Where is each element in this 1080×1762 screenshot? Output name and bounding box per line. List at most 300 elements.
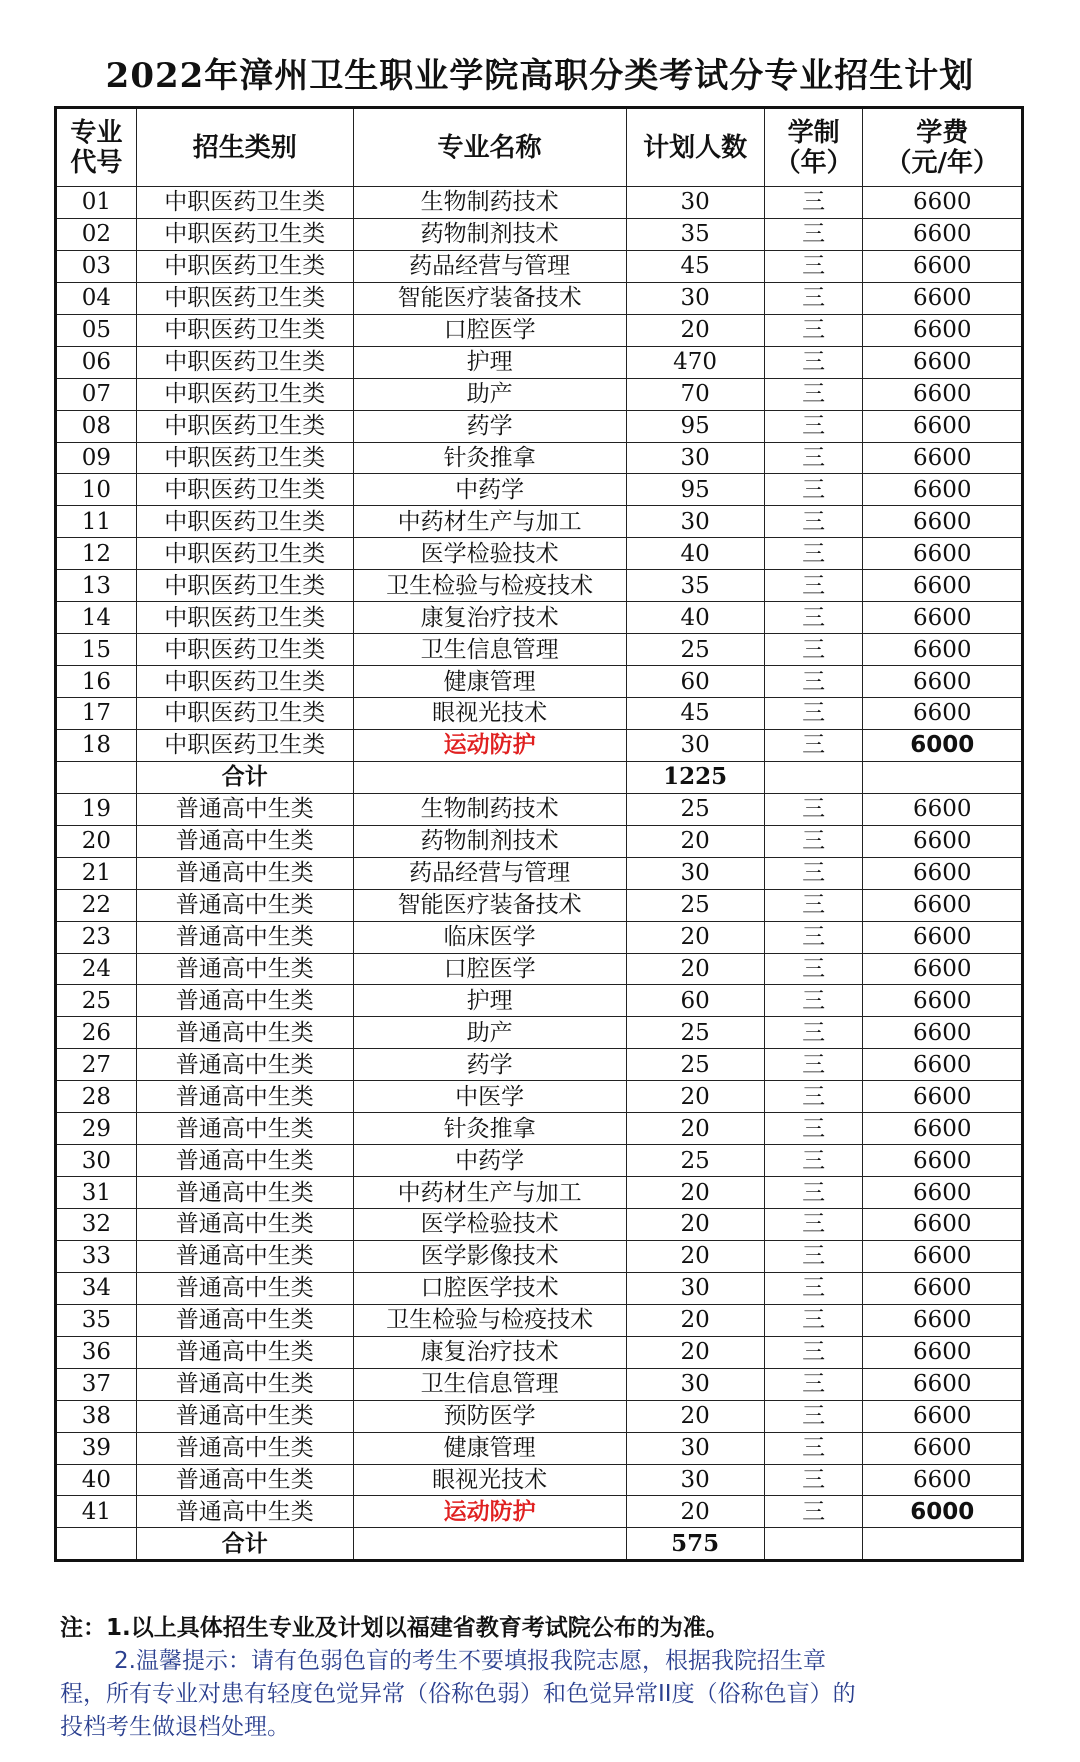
cell-plan: 30 bbox=[626, 282, 764, 314]
cell-code: 01 bbox=[56, 187, 137, 219]
cell-major: 健康管理 bbox=[353, 1432, 626, 1464]
cell-years: 三 bbox=[764, 346, 863, 378]
cell-major: 医学检验技术 bbox=[353, 1209, 626, 1241]
cell-major: 护理 bbox=[353, 346, 626, 378]
table-row bbox=[56, 602, 1023, 634]
cell-code: 40 bbox=[56, 1464, 137, 1496]
table-row bbox=[56, 314, 1023, 346]
cell-plan: 20 bbox=[626, 1304, 764, 1336]
cell-category: 中职医药卫生类 bbox=[136, 538, 353, 570]
subtotal-label: 合计 bbox=[136, 1528, 353, 1561]
cell-fee: 6600 bbox=[863, 538, 1023, 570]
cell-major: 卫生信息管理 bbox=[353, 1368, 626, 1400]
cell-code: 19 bbox=[56, 793, 137, 825]
cell-category: 中职医药卫生类 bbox=[136, 634, 353, 666]
table-row bbox=[56, 1496, 1023, 1528]
cell-code: 07 bbox=[56, 378, 137, 410]
cell-fee: 6600 bbox=[863, 1145, 1023, 1177]
cell-category: 普通高中生类 bbox=[136, 1049, 353, 1081]
cell-fee: 6600 bbox=[863, 857, 1023, 889]
cell-code: 03 bbox=[56, 250, 137, 282]
cell-category: 中职医药卫生类 bbox=[136, 666, 353, 698]
cell-years: 三 bbox=[764, 1336, 863, 1368]
cell-plan: 20 bbox=[626, 921, 764, 953]
cell-category: 中职医药卫生类 bbox=[136, 410, 353, 442]
table-row bbox=[56, 1432, 1023, 1464]
cell-empty bbox=[353, 1528, 626, 1561]
cell-code: 36 bbox=[56, 1336, 137, 1368]
header-major: 专业名称 bbox=[353, 108, 626, 187]
cell-plan: 25 bbox=[626, 889, 764, 921]
cell-plan: 30 bbox=[626, 1368, 764, 1400]
cell-plan: 30 bbox=[626, 857, 764, 889]
table-row bbox=[56, 953, 1023, 985]
cell-major: 助产 bbox=[353, 378, 626, 410]
cell-plan: 25 bbox=[626, 1017, 764, 1049]
cell-category: 中职医药卫生类 bbox=[136, 187, 353, 219]
cell-code: 17 bbox=[56, 698, 137, 730]
cell-major: 康复治疗技术 bbox=[353, 602, 626, 634]
cell-code: 06 bbox=[56, 346, 137, 378]
cell-major: 康复治疗技术 bbox=[353, 1336, 626, 1368]
cell-major: 健康管理 bbox=[353, 666, 626, 698]
cell-plan: 30 bbox=[626, 442, 764, 474]
cell-code: 28 bbox=[56, 1081, 137, 1113]
cell-fee: 6600 bbox=[863, 187, 1023, 219]
table-row bbox=[56, 634, 1023, 666]
cell-code: 26 bbox=[56, 1017, 137, 1049]
cell-major: 口腔医学 bbox=[353, 953, 626, 985]
cell-years: 三 bbox=[764, 187, 863, 219]
cell-category: 普通高中生类 bbox=[136, 1081, 353, 1113]
table-row bbox=[56, 825, 1023, 857]
subtotal-row bbox=[56, 1528, 1023, 1561]
cell-code: 24 bbox=[56, 953, 137, 985]
cell-fee: 6600 bbox=[863, 666, 1023, 698]
cell-category: 普通高中生类 bbox=[136, 985, 353, 1017]
cell-code: 35 bbox=[56, 1304, 137, 1336]
cell-years: 三 bbox=[764, 1368, 863, 1400]
cell-fee: 6600 bbox=[863, 378, 1023, 410]
cell-category: 中职医药卫生类 bbox=[136, 570, 353, 602]
cell-years: 三 bbox=[764, 1177, 863, 1209]
cell-category: 中职医药卫生类 bbox=[136, 506, 353, 538]
note-2-line-2: 程，所有专业对患有轻度色觉异常（俗称色弱）和色觉异常II度（俗称色盲）的 bbox=[60, 1681, 856, 1707]
cell-major: 护理 bbox=[353, 985, 626, 1017]
notes bbox=[60, 1612, 1050, 1744]
cell-major: 眼视光技术 bbox=[353, 1464, 626, 1496]
cell-years: 三 bbox=[764, 1017, 863, 1049]
cell-code: 39 bbox=[56, 1432, 137, 1464]
cell-years: 三 bbox=[764, 729, 863, 761]
cell-fee: 6600 bbox=[863, 1336, 1023, 1368]
cell-plan: 45 bbox=[626, 250, 764, 282]
cell-major: 预防医学 bbox=[353, 1400, 626, 1432]
cell-major: 中医学 bbox=[353, 1081, 626, 1113]
cell-category: 普通高中生类 bbox=[136, 1145, 353, 1177]
cell-major: 药品经营与管理 bbox=[353, 857, 626, 889]
cell-category: 普通高中生类 bbox=[136, 921, 353, 953]
table-row bbox=[56, 1304, 1023, 1336]
page-title: 2022年漳州卫生职业学院高职分类考试分专业招生计划 bbox=[105, 56, 975, 96]
cell-major: 中药学 bbox=[353, 474, 626, 506]
cell-plan: 95 bbox=[626, 474, 764, 506]
cell-category: 普通高中生类 bbox=[136, 1368, 353, 1400]
table-header-row bbox=[56, 108, 1023, 187]
cell-code: 32 bbox=[56, 1209, 137, 1241]
table-row bbox=[56, 282, 1023, 314]
cell-years: 三 bbox=[764, 634, 863, 666]
cell-years: 三 bbox=[764, 570, 863, 602]
cell-fee: 6600 bbox=[863, 953, 1023, 985]
table-row bbox=[56, 857, 1023, 889]
cell-code: 14 bbox=[56, 602, 137, 634]
table-row bbox=[56, 1272, 1023, 1304]
cell-years: 三 bbox=[764, 1304, 863, 1336]
cell-fee: 6600 bbox=[863, 1304, 1023, 1336]
cell-category: 普通高中生类 bbox=[136, 1304, 353, 1336]
cell-major: 临床医学 bbox=[353, 921, 626, 953]
table-row bbox=[56, 187, 1023, 219]
cell-category: 中职医药卫生类 bbox=[136, 698, 353, 730]
cell-plan: 70 bbox=[626, 378, 764, 410]
cell-years: 三 bbox=[764, 1081, 863, 1113]
cell-plan: 60 bbox=[626, 985, 764, 1017]
cell-code: 21 bbox=[56, 857, 137, 889]
cell-fee: 6600 bbox=[863, 1272, 1023, 1304]
cell-category: 普通高中生类 bbox=[136, 1113, 353, 1145]
cell-years: 三 bbox=[764, 538, 863, 570]
cell-category: 普通高中生类 bbox=[136, 1240, 353, 1272]
cell-years: 三 bbox=[764, 1145, 863, 1177]
cell-years: 三 bbox=[764, 1272, 863, 1304]
cell-fee: 6600 bbox=[863, 218, 1023, 250]
table-row bbox=[56, 410, 1023, 442]
cell-plan: 30 bbox=[626, 1432, 764, 1464]
cell-years: 三 bbox=[764, 410, 863, 442]
cell-plan: 25 bbox=[626, 634, 764, 666]
header-fee: 学费 （元/年） bbox=[863, 108, 1023, 187]
cell-fee: 6600 bbox=[863, 1240, 1023, 1272]
cell-years: 三 bbox=[764, 1464, 863, 1496]
cell-plan: 20 bbox=[626, 1177, 764, 1209]
header-years: 学制 （年） bbox=[764, 108, 863, 187]
cell-major: 药学 bbox=[353, 410, 626, 442]
cell-code: 27 bbox=[56, 1049, 137, 1081]
table-row bbox=[56, 1177, 1023, 1209]
cell-plan: 40 bbox=[626, 602, 764, 634]
cell-years: 三 bbox=[764, 921, 863, 953]
cell-major: 中药材生产与加工 bbox=[353, 1177, 626, 1209]
cell-plan: 20 bbox=[626, 1336, 764, 1368]
cell-code: 04 bbox=[56, 282, 137, 314]
cell-plan: 20 bbox=[626, 953, 764, 985]
cell-code: 12 bbox=[56, 538, 137, 570]
enrollment-plan-table bbox=[54, 106, 1024, 1562]
header-category: 招生类别 bbox=[136, 108, 353, 187]
table-row bbox=[56, 1240, 1023, 1272]
cell-code: 18 bbox=[56, 729, 137, 761]
cell-fee: 6000 bbox=[863, 729, 1023, 761]
note-2-line-1: 2.温馨提示：请有色弱色盲的考生不要填报我院志愿，根据我院招生章 bbox=[114, 1648, 826, 1674]
cell-major: 智能医疗装备技术 bbox=[353, 282, 626, 314]
cell-code: 20 bbox=[56, 825, 137, 857]
cell-major: 药物制剂技术 bbox=[353, 825, 626, 857]
cell-category: 普通高中生类 bbox=[136, 1209, 353, 1241]
table-row bbox=[56, 666, 1023, 698]
cell-years: 三 bbox=[764, 857, 863, 889]
subtotal-value: 1225 bbox=[626, 761, 764, 793]
cell-years: 三 bbox=[764, 1049, 863, 1081]
table-row bbox=[56, 985, 1023, 1017]
cell-years: 三 bbox=[764, 953, 863, 985]
cell-years: 三 bbox=[764, 1209, 863, 1241]
cell-years: 三 bbox=[764, 506, 863, 538]
cell-category: 普通高中生类 bbox=[136, 953, 353, 985]
cell-category: 普通高中生类 bbox=[136, 1464, 353, 1496]
cell-major: 中药材生产与加工 bbox=[353, 506, 626, 538]
cell-fee: 6600 bbox=[863, 985, 1023, 1017]
cell-fee: 6600 bbox=[863, 921, 1023, 953]
cell-plan: 30 bbox=[626, 187, 764, 219]
cell-code: 23 bbox=[56, 921, 137, 953]
cell-plan: 40 bbox=[626, 538, 764, 570]
cell-fee: 6600 bbox=[863, 634, 1023, 666]
header-code: 专业 代号 bbox=[56, 108, 137, 187]
cell-fee: 6600 bbox=[863, 889, 1023, 921]
cell-category: 普通高中生类 bbox=[136, 889, 353, 921]
cell-code: 22 bbox=[56, 889, 137, 921]
table-row bbox=[56, 506, 1023, 538]
cell-plan: 95 bbox=[626, 410, 764, 442]
cell-code: 02 bbox=[56, 218, 137, 250]
cell-plan: 20 bbox=[626, 1240, 764, 1272]
cell-empty bbox=[56, 761, 137, 793]
cell-fee: 6600 bbox=[863, 570, 1023, 602]
cell-major: 中药学 bbox=[353, 1145, 626, 1177]
cell-code: 34 bbox=[56, 1272, 137, 1304]
table-row bbox=[56, 698, 1023, 730]
cell-fee: 6600 bbox=[863, 506, 1023, 538]
cell-empty bbox=[56, 1528, 137, 1561]
cell-major: 药品经营与管理 bbox=[353, 250, 626, 282]
note-1: 注：1.以上具体招生专业及计划以福建省教育考试院公布的为准。 bbox=[60, 1615, 729, 1641]
cell-code: 11 bbox=[56, 506, 137, 538]
cell-years: 三 bbox=[764, 282, 863, 314]
cell-major: 口腔医学技术 bbox=[353, 1272, 626, 1304]
cell-major: 口腔医学 bbox=[353, 314, 626, 346]
cell-code: 15 bbox=[56, 634, 137, 666]
cell-category: 中职医药卫生类 bbox=[136, 346, 353, 378]
cell-fee: 6600 bbox=[863, 1464, 1023, 1496]
cell-category: 普通高中生类 bbox=[136, 1336, 353, 1368]
cell-code: 16 bbox=[56, 666, 137, 698]
cell-major: 助产 bbox=[353, 1017, 626, 1049]
cell-plan: 45 bbox=[626, 698, 764, 730]
cell-plan: 60 bbox=[626, 666, 764, 698]
cell-major: 生物制药技术 bbox=[353, 793, 626, 825]
cell-fee: 6600 bbox=[863, 1113, 1023, 1145]
table-row bbox=[56, 729, 1023, 761]
table-row bbox=[56, 793, 1023, 825]
cell-years: 三 bbox=[764, 602, 863, 634]
cell-category: 普通高中生类 bbox=[136, 793, 353, 825]
table-row bbox=[56, 1368, 1023, 1400]
cell-fee: 6600 bbox=[863, 1049, 1023, 1081]
cell-plan: 20 bbox=[626, 1113, 764, 1145]
cell-years: 三 bbox=[764, 1240, 863, 1272]
cell-code: 05 bbox=[56, 314, 137, 346]
table-row bbox=[56, 1049, 1023, 1081]
table-body bbox=[56, 187, 1023, 1561]
cell-fee: 6600 bbox=[863, 346, 1023, 378]
note-2-line-3: 投档考生做退档处理。 bbox=[60, 1714, 290, 1740]
cell-major: 智能医疗装备技术 bbox=[353, 889, 626, 921]
table-row bbox=[56, 378, 1023, 410]
cell-code: 33 bbox=[56, 1240, 137, 1272]
cell-fee: 6600 bbox=[863, 602, 1023, 634]
cell-years: 三 bbox=[764, 889, 863, 921]
cell-major: 卫生信息管理 bbox=[353, 634, 626, 666]
table-row bbox=[56, 474, 1023, 506]
cell-years: 三 bbox=[764, 825, 863, 857]
table-row bbox=[56, 218, 1023, 250]
cell-code: 29 bbox=[56, 1113, 137, 1145]
cell-years: 三 bbox=[764, 1400, 863, 1432]
cell-major: 医学影像技术 bbox=[353, 1240, 626, 1272]
cell-category: 中职医药卫生类 bbox=[136, 250, 353, 282]
cell-major: 医学检验技术 bbox=[353, 538, 626, 570]
cell-plan: 35 bbox=[626, 218, 764, 250]
cell-fee: 6600 bbox=[863, 1177, 1023, 1209]
table-row bbox=[56, 1113, 1023, 1145]
table-row bbox=[56, 570, 1023, 602]
cell-fee: 6600 bbox=[863, 250, 1023, 282]
table-row bbox=[56, 1081, 1023, 1113]
cell-category: 中职医药卫生类 bbox=[136, 378, 353, 410]
cell-plan: 20 bbox=[626, 1209, 764, 1241]
cell-plan: 470 bbox=[626, 346, 764, 378]
cell-fee: 6600 bbox=[863, 410, 1023, 442]
cell-plan: 20 bbox=[626, 314, 764, 346]
cell-years: 三 bbox=[764, 474, 863, 506]
cell-plan: 30 bbox=[626, 1464, 764, 1496]
cell-fee: 6600 bbox=[863, 442, 1023, 474]
cell-major: 眼视光技术 bbox=[353, 698, 626, 730]
cell-category: 普通高中生类 bbox=[136, 1432, 353, 1464]
cell-code: 30 bbox=[56, 1145, 137, 1177]
cell-major: 药学 bbox=[353, 1049, 626, 1081]
cell-fee: 6600 bbox=[863, 282, 1023, 314]
cell-major: 药物制剂技术 bbox=[353, 218, 626, 250]
cell-plan: 20 bbox=[626, 1081, 764, 1113]
table-row bbox=[56, 1145, 1023, 1177]
cell-category: 中职医药卫生类 bbox=[136, 314, 353, 346]
subtotal-value: 575 bbox=[626, 1528, 764, 1561]
cell-fee: 6600 bbox=[863, 1081, 1023, 1113]
cell-years: 三 bbox=[764, 1113, 863, 1145]
cell-plan: 30 bbox=[626, 1272, 764, 1304]
cell-empty bbox=[863, 1528, 1023, 1561]
cell-fee: 6000 bbox=[863, 1496, 1023, 1528]
table-row bbox=[56, 921, 1023, 953]
cell-years: 三 bbox=[764, 666, 863, 698]
note-2 bbox=[60, 1645, 1050, 1744]
cell-empty bbox=[353, 761, 626, 793]
cell-category: 普通高中生类 bbox=[136, 1177, 353, 1209]
cell-category: 中职医药卫生类 bbox=[136, 602, 353, 634]
cell-category: 普通高中生类 bbox=[136, 825, 353, 857]
cell-major: 卫生检验与检疫技术 bbox=[353, 1304, 626, 1336]
cell-plan: 35 bbox=[626, 570, 764, 602]
cell-plan: 25 bbox=[626, 1145, 764, 1177]
cell-fee: 6600 bbox=[863, 825, 1023, 857]
cell-major: 运动防护 bbox=[353, 1496, 626, 1528]
cell-code: 08 bbox=[56, 410, 137, 442]
cell-category: 中职医药卫生类 bbox=[136, 442, 353, 474]
cell-category: 中职医药卫生类 bbox=[136, 218, 353, 250]
table-row bbox=[56, 1209, 1023, 1241]
cell-plan: 20 bbox=[626, 1496, 764, 1528]
cell-years: 三 bbox=[764, 442, 863, 474]
table-row bbox=[56, 889, 1023, 921]
cell-code: 37 bbox=[56, 1368, 137, 1400]
cell-fee: 6600 bbox=[863, 1017, 1023, 1049]
table-row bbox=[56, 1464, 1023, 1496]
cell-category: 普通高中生类 bbox=[136, 1017, 353, 1049]
cell-fee: 6600 bbox=[863, 1209, 1023, 1241]
header-plan: 计划人数 bbox=[626, 108, 764, 187]
table-row bbox=[56, 442, 1023, 474]
cell-fee: 6600 bbox=[863, 698, 1023, 730]
subtotal-row bbox=[56, 761, 1023, 793]
cell-code: 38 bbox=[56, 1400, 137, 1432]
cell-empty bbox=[764, 1528, 863, 1561]
cell-years: 三 bbox=[764, 250, 863, 282]
cell-plan: 20 bbox=[626, 1400, 764, 1432]
table-row bbox=[56, 1400, 1023, 1432]
cell-plan: 25 bbox=[626, 1049, 764, 1081]
cell-category: 普通高中生类 bbox=[136, 1400, 353, 1432]
cell-years: 三 bbox=[764, 793, 863, 825]
subtotal-label: 合计 bbox=[136, 761, 353, 793]
cell-code: 41 bbox=[56, 1496, 137, 1528]
cell-category: 普通高中生类 bbox=[136, 1496, 353, 1528]
cell-fee: 6600 bbox=[863, 1400, 1023, 1432]
cell-years: 三 bbox=[764, 378, 863, 410]
cell-plan: 30 bbox=[626, 729, 764, 761]
cell-code: 25 bbox=[56, 985, 137, 1017]
cell-years: 三 bbox=[764, 1432, 863, 1464]
cell-category: 中职医药卫生类 bbox=[136, 282, 353, 314]
cell-code: 10 bbox=[56, 474, 137, 506]
cell-category: 普通高中生类 bbox=[136, 857, 353, 889]
table-row bbox=[56, 538, 1023, 570]
cell-fee: 6600 bbox=[863, 793, 1023, 825]
cell-plan: 20 bbox=[626, 825, 764, 857]
cell-major: 生物制药技术 bbox=[353, 187, 626, 219]
cell-major: 卫生检验与检疫技术 bbox=[353, 570, 626, 602]
cell-years: 三 bbox=[764, 985, 863, 1017]
cell-empty bbox=[863, 761, 1023, 793]
cell-code: 31 bbox=[56, 1177, 137, 1209]
table-row bbox=[56, 346, 1023, 378]
cell-code: 13 bbox=[56, 570, 137, 602]
cell-major: 针灸推拿 bbox=[353, 442, 626, 474]
cell-code: 09 bbox=[56, 442, 137, 474]
cell-years: 三 bbox=[764, 218, 863, 250]
cell-category: 普通高中生类 bbox=[136, 1272, 353, 1304]
